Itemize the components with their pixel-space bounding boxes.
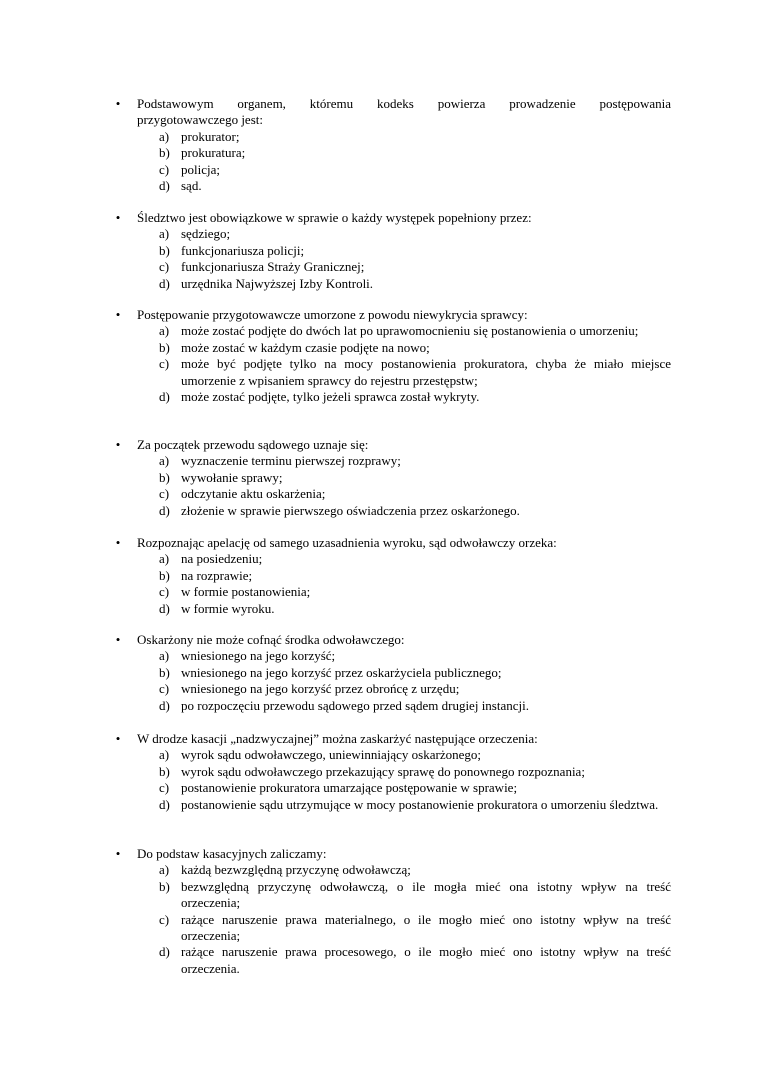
option-text: wniesionego na jego korzyść przez oskarżyciela publicznego; <box>181 664 502 680</box>
question-text: Do podstaw kasacyjnych zaliczamy: <box>137 846 327 861</box>
question-text: Za początek przewodu sądowego uznaje się: <box>137 437 369 452</box>
answer-option <box>0 764 671 780</box>
bullet-icon: • <box>115 535 121 550</box>
option-label: c) <box>159 911 170 927</box>
answer-option <box>0 470 671 486</box>
answer-option <box>0 356 671 389</box>
option-label: c) <box>159 161 170 177</box>
bullet-icon: • <box>115 846 121 861</box>
option-label: c) <box>159 584 170 600</box>
option-label: b) <box>159 878 170 894</box>
option-label: d) <box>159 178 170 194</box>
option-label: b) <box>159 339 170 355</box>
question-stem <box>0 535 671 551</box>
option-label: b) <box>159 469 170 485</box>
option-text: może zostać podjęte, tylko jeżeli sprawca został wykryty. <box>181 389 480 405</box>
option-text: policja; <box>181 161 220 177</box>
option-label: b) <box>159 242 170 258</box>
question-8 <box>0 846 671 977</box>
answer-option <box>0 178 671 194</box>
option-label: b) <box>159 145 170 161</box>
question-1 <box>0 96 671 194</box>
option-label: a) <box>159 128 170 144</box>
bullet-icon: • <box>115 210 121 225</box>
option-label: a) <box>159 453 170 469</box>
option-label: d) <box>159 502 170 518</box>
option-label: a) <box>159 323 170 339</box>
answer-option <box>0 665 671 681</box>
option-label: d) <box>159 697 170 713</box>
option-text: rażące naruszenie prawa procesowego, o ile mogło mieć ono istotny wpływ na treść orzeczenia. <box>181 944 671 976</box>
option-label: c) <box>159 681 170 697</box>
question-2 <box>0 210 671 292</box>
question-stem <box>0 731 671 747</box>
option-label: a) <box>159 862 170 878</box>
option-text: odczytanie aktu oskarżenia; <box>181 486 326 502</box>
option-text: złożenie w sprawie pierwszego oświadczenia przez oskarżonego. <box>181 502 520 518</box>
question-5 <box>0 535 671 617</box>
question-text-continued: przygotowawczego jest: <box>137 112 263 128</box>
question-text: Śledztwo jest obowiązkowe w sprawie o każdy występek popełniony przez: <box>137 210 532 225</box>
option-text: rażące naruszenie prawa materialnego, o ile mogło mieć ono istotny wpływ na treść orzeczenia; <box>181 911 671 944</box>
option-label: a) <box>159 747 170 763</box>
answer-option <box>0 243 671 259</box>
option-text: prokuratura; <box>181 145 246 161</box>
answer-option <box>0 780 671 796</box>
option-text: na rozprawie; <box>181 567 253 583</box>
option-label: d) <box>159 796 170 812</box>
option-text: funkcjonariusza policji; <box>181 242 305 258</box>
answer-option <box>0 944 671 977</box>
option-label: b) <box>159 567 170 583</box>
answer-option <box>0 648 671 664</box>
bullet-icon: • <box>115 731 121 746</box>
option-label: c) <box>159 780 170 796</box>
answer-option <box>0 698 671 714</box>
option-text: sędziego; <box>181 226 231 242</box>
option-label: c) <box>159 486 170 502</box>
question-stem <box>0 632 671 648</box>
option-label: c) <box>159 356 170 372</box>
question-text: Podstawowym organem, któremu kodeks powierza prowadzenie postępowania <box>137 96 671 111</box>
option-text: prokurator; <box>181 128 240 144</box>
option-text: postanowienie prokuratora umarzające postępowanie w sprawie; <box>181 780 518 796</box>
option-text: wniesionego na jego korzyść; <box>181 648 336 664</box>
question-7 <box>0 731 671 813</box>
question-4 <box>0 437 671 519</box>
answer-option <box>0 797 671 813</box>
question-stem <box>0 96 671 129</box>
question-text: Oskarżony nie może cofnąć środka odwoławczego: <box>137 632 405 647</box>
option-label: d) <box>159 944 170 960</box>
answer-option <box>0 226 671 242</box>
answer-option <box>0 486 671 502</box>
answer-option <box>0 601 671 617</box>
answer-option <box>0 747 671 763</box>
option-label: d) <box>159 275 170 291</box>
answer-option <box>0 389 671 405</box>
option-text: na posiedzeniu; <box>181 551 263 567</box>
answer-option <box>0 340 671 356</box>
answer-option <box>0 453 671 469</box>
option-text: może zostać w każdym czasie podjęte na nowo; <box>181 339 430 355</box>
bullet-icon: • <box>115 307 121 322</box>
option-label: a) <box>159 226 170 242</box>
answer-option <box>0 551 671 567</box>
question-stem <box>0 437 671 453</box>
bullet-icon: • <box>115 632 121 647</box>
answer-option <box>0 129 671 145</box>
option-text: może być podjęte tylko na mocy postanowienia prokuratora, chyba że miało miejsce umorzenie z wpisaniem sprawcy do rejestru przestępstw; <box>181 356 671 388</box>
answer-option <box>0 681 671 697</box>
answer-option <box>0 862 671 878</box>
option-text: urzędnika Najwyższej Izby Kontroli. <box>181 275 374 291</box>
question-stem <box>0 210 671 226</box>
answer-option <box>0 145 671 161</box>
question-stem <box>0 307 671 323</box>
question-text: W drodze kasacji „nadzwyczajnej” można zaskarżyć następujące orzeczenia: <box>137 731 538 746</box>
option-text: w formie postanowienia; <box>181 584 311 600</box>
option-text: sąd. <box>181 178 202 194</box>
option-text: wywołanie sprawy; <box>181 469 283 485</box>
option-label: d) <box>159 600 170 616</box>
option-text: wniesionego na jego korzyść przez obrońcę z urzędu; <box>181 681 460 697</box>
answer-option <box>0 584 671 600</box>
answer-option <box>0 503 671 519</box>
question-6 <box>0 632 671 714</box>
option-label: b) <box>159 763 170 779</box>
question-stem <box>0 846 671 862</box>
option-label: c) <box>159 259 170 275</box>
answer-option <box>0 259 671 275</box>
answer-option <box>0 323 671 339</box>
question-text: Rozpoznając apelację od samego uzasadnienia wyroku, sąd odwoławczy orzeka: <box>137 535 557 550</box>
answer-option <box>0 912 671 945</box>
option-text: wyrok sądu odwoławczego, uniewinniający oskarżonego; <box>181 747 481 763</box>
answer-option <box>0 162 671 178</box>
bullet-icon: • <box>115 437 121 452</box>
answer-option <box>0 568 671 584</box>
option-label: a) <box>159 648 170 664</box>
option-label: b) <box>159 664 170 680</box>
question-text: Postępowanie przygotowawcze umorzone z powodu niewykrycia sprawcy: <box>137 307 528 322</box>
option-text: wyznaczenie terminu pierwszej rozprawy; <box>181 453 401 469</box>
option-text: w formie wyroku. <box>181 600 275 616</box>
option-label: a) <box>159 551 170 567</box>
option-text: funkcjonariusza Straży Granicznej; <box>181 259 365 275</box>
answer-option <box>0 879 671 912</box>
option-text: wyrok sądu odwoławczego przekazujący sprawę do ponownego rozpoznania; <box>181 763 585 779</box>
answer-option <box>0 276 671 292</box>
option-text: każdą bezwzględną przyczynę odwoławczą; <box>181 862 411 878</box>
bullet-icon: • <box>115 96 121 111</box>
option-text: może zostać podjęte do dwóch lat po uprawomocnieniu się postanowienia o umorzeniu; <box>181 323 639 339</box>
option-text: postanowienie sądu utrzymujące w mocy postanowienie prokuratora o umorzeniu śledztwa. <box>181 796 659 812</box>
option-text: po rozpoczęciu przewodu sądowego przed sądem drugiej instancji. <box>181 697 529 713</box>
option-label: d) <box>159 389 170 405</box>
option-text: bezwzględną przyczynę odwoławczą, o ile mogła mieć ona istotny wpływ na treść orzeczenia; <box>181 878 671 911</box>
question-3 <box>0 307 671 405</box>
